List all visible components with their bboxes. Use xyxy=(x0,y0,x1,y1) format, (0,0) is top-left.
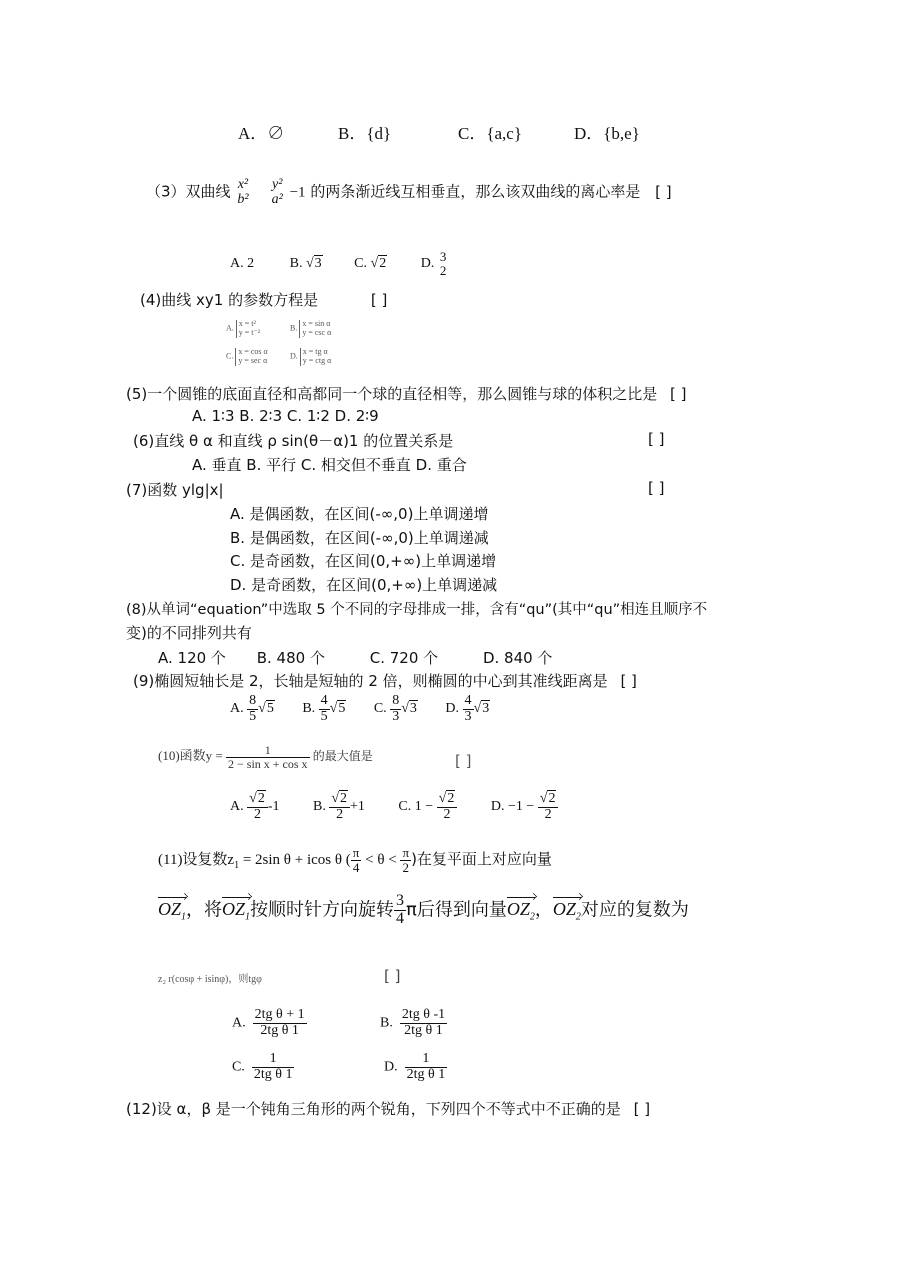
q2-option-c: C．{a,c} xyxy=(458,124,522,143)
q3-suffix: 的两条渐近线互相垂直，那么该双曲线的离心率是 xyxy=(310,182,641,201)
vector-oz1-b: $OZ_1$ xyxy=(222,899,251,923)
q3-options xyxy=(230,250,448,277)
question-8-line-1: (8)从单词“equation”中选取 5 个不同的字母排成一排，含有“qu”(其中“qu”相连且顺序不 xyxy=(126,602,708,618)
question-3 xyxy=(146,178,672,207)
question-12 xyxy=(126,1098,650,1119)
q2-option-b: B．{d} xyxy=(338,124,392,143)
question-4 xyxy=(140,289,387,310)
q9-option-d: D. $\frac{4}{3}$ √3 xyxy=(445,693,490,724)
q6-options: A. 垂直 B. 平行 C. 相交但不垂直 D. 重合 xyxy=(192,456,467,474)
q7-option-b: B. 是偶函数，在区间(-∞,0)上单调递减 xyxy=(230,529,489,547)
vector-oz2: $OZ_2$ xyxy=(506,899,535,923)
q3-bracket: [ ] xyxy=(655,182,672,201)
q3-option-d: D. 3 2 xyxy=(420,249,447,278)
q6-text: (6)直线 θ α 和直线 ρ sin(θ－α)1 的位置关系是 xyxy=(133,432,454,450)
q2-option-a: A．∅ xyxy=(238,124,285,143)
question-6 xyxy=(133,430,453,451)
q3-frac-x: x² b² xyxy=(237,177,249,207)
vector-oz2-b: $OZ_2$ xyxy=(552,899,581,923)
question-11-line-2: $OZ_1$，将$OZ_1$按顺时针方向旋转 $\frac{3}{4}$ π后得到向量$OZ_2$，$OZ_2$对应的复数为 xyxy=(158,892,689,927)
q10-prefix: (10)函数y = xyxy=(158,748,223,764)
q5-options: A. 1∶3 B. 2∶3 C. 1∶2 D. 2∶9 xyxy=(192,407,379,425)
q9-option-b: B. $\frac{4}{5}$ √5 xyxy=(302,693,346,724)
q9-text: (9)椭圆短轴长是 2，长轴是短轴的 2 倍，则椭圆的中心到其准线距离是 xyxy=(133,672,608,690)
q4-bracket: [ ] xyxy=(370,291,388,309)
q7-option-d: D. 是奇函数，在区间(0,+∞)上单调递减 xyxy=(230,576,498,594)
q7-bracket: [ ] xyxy=(648,479,665,497)
q3-frac-y: y² a² xyxy=(271,177,283,207)
q10-option-a: A. $\frac{√2}{2}$ -1 xyxy=(230,791,280,822)
q4-text: (4)曲线 xy1 的参数方程是 xyxy=(140,291,319,309)
q9-option-c: C. $\frac{8}{3}$ √3 xyxy=(373,693,417,724)
q12-bracket: [ ] xyxy=(633,1100,651,1118)
q12-text: (12)设 α，β 是一个钝角三角形的两个锐角，下列四个不等式中不正确的是 xyxy=(126,1100,621,1118)
q9-bracket: [ ] xyxy=(620,672,637,690)
vector-oz1: $OZ_1$ xyxy=(158,899,187,923)
q10-suffix: 的最大值是 xyxy=(312,749,373,764)
q9-option-a: A. $\frac{8}{5}$ √5 xyxy=(230,693,274,724)
q3-prefix: （3）双曲线 xyxy=(146,182,231,201)
q7-option-c: C. 是奇函数，在区间(0,+∞)上单调递增 xyxy=(230,552,497,570)
question-5 xyxy=(126,383,687,404)
q8-option-d: D. 840 个 xyxy=(482,649,553,667)
q7-option-a: A. 是偶函数，在区间(-∞,0)上单调递增 xyxy=(230,505,489,523)
q10-option-d: D. −1 − $\frac{√2}{2}$ xyxy=(491,799,559,814)
question-11-line-1: (11)设复数$z_1 = 2\sin$ θ + icos θ ( $\frac{\pi}{4}$ < θ < $\frac{\pi}{2}$ )在复平面上对应向量 xyxy=(158,845,552,875)
q5-text: (5)一个圆锥的底面直径和高都同一个球的直径相等，那么圆锥与球的体积之比是 xyxy=(126,385,658,403)
q3-option-c: C. √2 xyxy=(354,255,387,271)
q10-option-b: B. $\frac{√2}{2}$ +1 xyxy=(312,791,365,822)
question-9 xyxy=(133,670,637,691)
q11-option-d: D. $\frac{1}{\text{2tg θ 1}}$ xyxy=(384,1051,446,1082)
q2-option-d: D．{b,e} xyxy=(574,124,640,143)
q5-bracket: [ ] xyxy=(670,385,687,403)
q3-option-b: B. √3 xyxy=(289,255,322,271)
q3-option-a: A. 2 xyxy=(230,255,255,271)
q8-option-b: B. 480 个 xyxy=(256,649,325,667)
q11-option-c: C. $\frac{1}{\text{2tg θ 1}}$ xyxy=(232,1051,293,1082)
question-8-line-2: 变)的不同排列共有 xyxy=(126,624,252,642)
q11-bracket: [ ] xyxy=(384,967,401,985)
q11-option-b: B. $\frac{\text{2tg θ -1}}{\text{2tg θ 1}}$ xyxy=(380,1007,446,1038)
q10-options xyxy=(230,792,558,822)
q8-options xyxy=(158,647,552,668)
q10-bracket: [ ] xyxy=(455,752,472,770)
q4-options-image: A. x = t² y = t⁻² B. x = sin α y = csc α C. x = cos α y = sec α D. x = tg α y = ctg α xyxy=(226,319,332,365)
q8-option-c: C. 720 个 xyxy=(369,649,439,667)
q8-option-a: A. 120 个 xyxy=(158,649,226,667)
question-10: (10)函数y = $\frac{1}{\text{2 − sin x + cos x}}$ 的最大值是 xyxy=(158,743,373,771)
q11-option-a: A. $\frac{\text{2tg θ + 1}}{\text{2tg θ 1}}$ xyxy=(232,1007,305,1038)
q9-options xyxy=(230,694,490,724)
question-7: (7)函数 ylg|x| xyxy=(126,481,224,499)
q3-minus-one: −1 xyxy=(289,184,306,201)
q11-line-3: z₂ r(cosφ + isinφ)，则tgφ xyxy=(158,974,262,985)
q6-bracket: [ ] xyxy=(648,430,665,448)
q10-option-c: C. 1 − $\frac{√2}{2}$ xyxy=(398,799,457,814)
